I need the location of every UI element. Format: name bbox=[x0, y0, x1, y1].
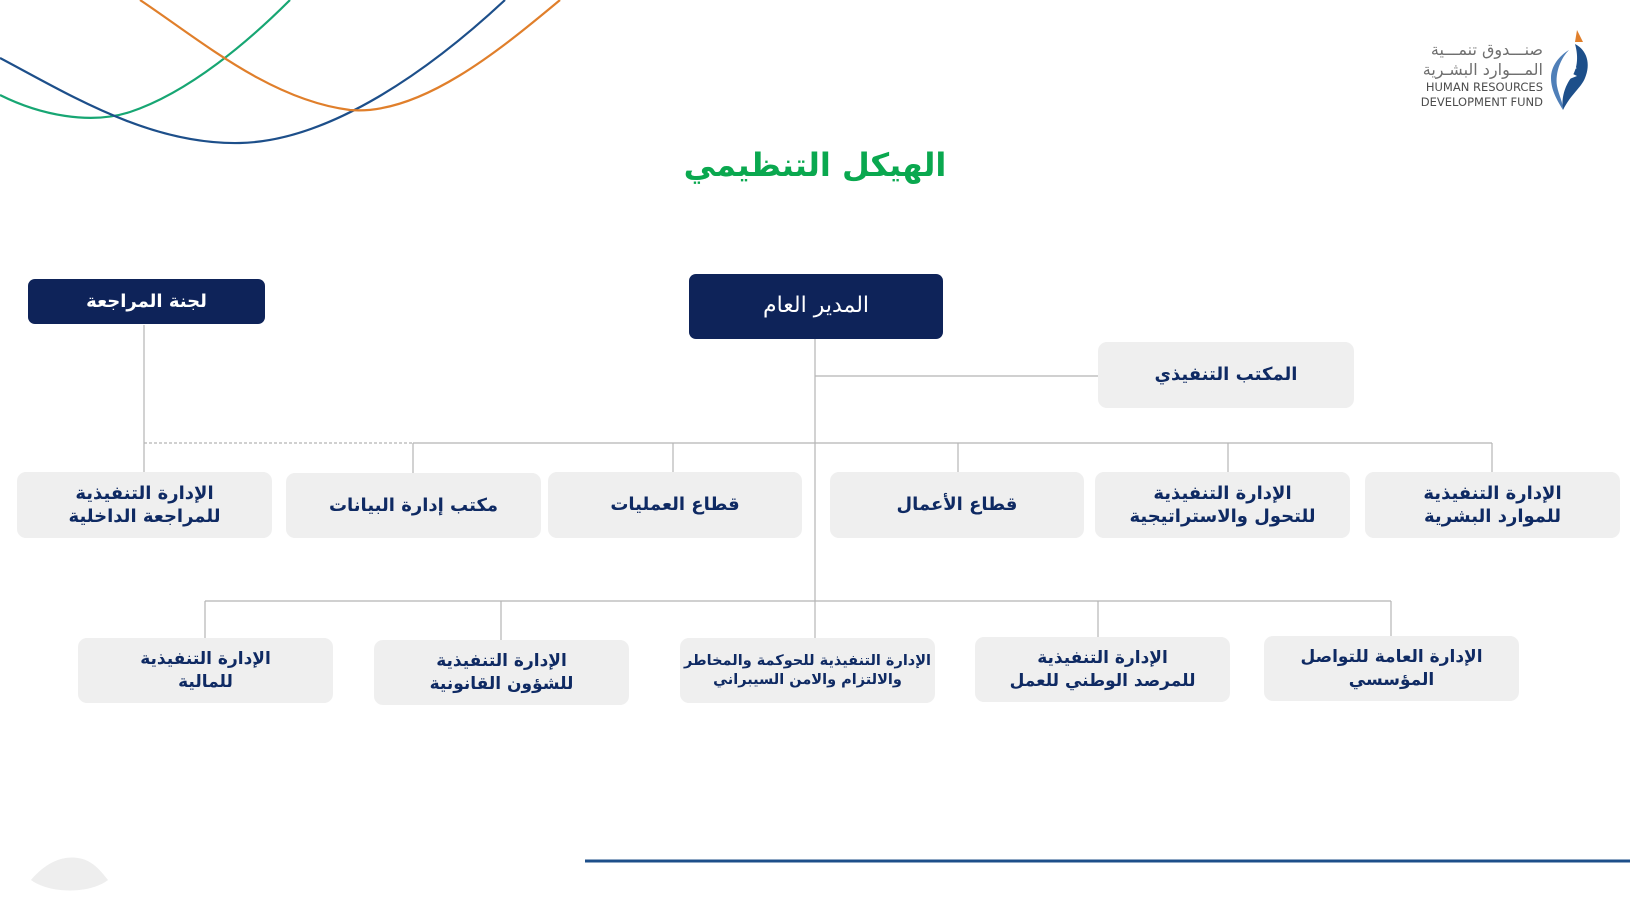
org-box-operations-sector[interactable] bbox=[548, 472, 802, 538]
org-box-internal-audit[interactable] bbox=[17, 472, 272, 538]
logo-english-line2: DEVELOPMENT FUND bbox=[1420, 95, 1543, 109]
org-box-line1: الإدارة التنفيذية للحوكمة والمخاطر bbox=[683, 652, 932, 669]
org-box-corporate-communication[interactable] bbox=[1264, 636, 1519, 701]
org-box-line1: الإدارة التنفيذية bbox=[140, 649, 271, 670]
org-box-line2: للشؤون القانونية bbox=[429, 673, 574, 694]
org-box-line1: مكتب إدارة البيانات bbox=[328, 494, 499, 516]
logo-arabic-line1: صنـــدوق تنمـــية bbox=[1430, 40, 1543, 59]
org-box-line2: للموارد البشرية bbox=[1424, 506, 1561, 527]
org-box-line2: للمراجعة الداخلية bbox=[68, 506, 221, 527]
page-title: الهيكل التنظيمي bbox=[683, 146, 947, 184]
org-box-line2: المؤسسي bbox=[1348, 669, 1435, 690]
org-box-governance-risk-cybersecurity[interactable] bbox=[680, 638, 935, 703]
executive-office-box[interactable] bbox=[1098, 342, 1354, 408]
org-box-line2: للتحول والاستراتيجية bbox=[1129, 506, 1316, 527]
org-box-line1: الإدارة التنفيذية bbox=[1423, 482, 1562, 504]
executive-office-label: المكتب التنفيذي bbox=[1154, 364, 1298, 386]
org-box-line1: الإدارة التنفيذية bbox=[75, 482, 214, 504]
org-box-line1: الإدارة التنفيذية bbox=[1153, 482, 1292, 504]
org-box-transformation-strategy[interactable] bbox=[1095, 472, 1350, 538]
general-manager-box[interactable] bbox=[689, 274, 943, 339]
org-box-hr[interactable] bbox=[1365, 472, 1620, 538]
org-box-line1: الإدارة العامة للتواصل bbox=[1300, 647, 1483, 668]
logo-arabic-line2: المـــوارد البشـرية bbox=[1422, 60, 1543, 79]
org-box-national-labor-observatory[interactable] bbox=[975, 637, 1230, 702]
org-box-line2: للمرصد الوطني للعمل bbox=[1009, 670, 1196, 691]
org-box-business-sector[interactable] bbox=[830, 472, 1084, 538]
org-box-line2: للمالية bbox=[178, 671, 233, 692]
logo-mark-icon bbox=[1547, 28, 1591, 113]
org-box-data-management-office[interactable] bbox=[286, 473, 541, 538]
org-box-line1: قطاع العمليات bbox=[610, 494, 740, 516]
org-box-line1: قطاع الأعمال bbox=[896, 494, 1018, 516]
org-box-line2: والالتزام والامن السيبراني bbox=[713, 671, 902, 688]
org-box-line1: الإدارة التنفيذية bbox=[436, 651, 567, 672]
general-manager-label: المدير العام bbox=[762, 293, 870, 319]
org-box-legal-affairs[interactable] bbox=[374, 640, 629, 705]
org-box-line1: الإدارة التنفيذية bbox=[1037, 648, 1168, 669]
logo-english-line1: HUMAN RESOURCES bbox=[1425, 80, 1543, 94]
audit-committee-box[interactable] bbox=[28, 279, 265, 324]
audit-committee-label: لجنة المراجعة bbox=[86, 290, 207, 312]
logo-text bbox=[1388, 40, 1543, 110]
org-box-finance[interactable] bbox=[78, 638, 333, 703]
